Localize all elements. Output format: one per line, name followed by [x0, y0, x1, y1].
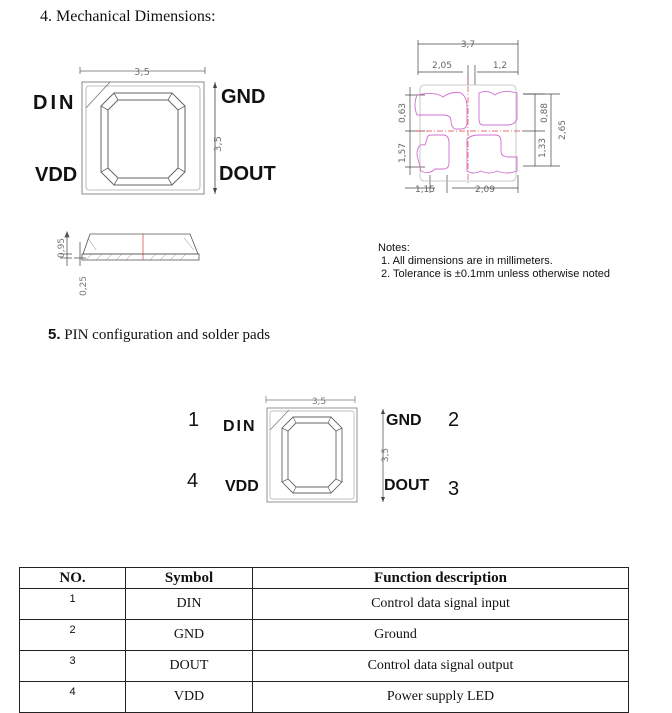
pin-number-3: 3: [448, 478, 460, 500]
pin-label-dout: DOUT: [219, 163, 276, 185]
section-number: 5.: [48, 326, 61, 343]
pin-number-2: 2: [448, 409, 460, 431]
table-row: [20, 589, 629, 620]
cell-function: Power supply LED: [253, 682, 629, 713]
pin-number-4: 4: [187, 470, 199, 492]
pin-label-din: DIN: [33, 92, 77, 114]
note-item: 2. Tolerance is ±0.1mm unless otherwise noted: [381, 268, 611, 280]
section-title-text: PIN configuration and solder pads: [64, 327, 271, 343]
cell-function: Control data signal output: [253, 651, 629, 682]
pin-label-gnd: GND: [386, 412, 422, 429]
svg-text:0,25: 0,25: [79, 275, 89, 297]
pin-label-din: DIN: [223, 418, 257, 435]
led-package-side-view: [50, 228, 210, 298]
cell-symbol: DOUT: [126, 651, 253, 682]
svg-text:3,5: 3,5: [311, 397, 327, 407]
cell-no: 3: [20, 651, 126, 682]
solder-pad-layout-diagram: [395, 35, 570, 195]
pin-label-gnd: GND: [221, 86, 266, 108]
cell-symbol: GND: [126, 620, 253, 651]
svg-text:3,7: 3,7: [460, 40, 476, 50]
cell-function: Control data signal input: [253, 589, 629, 620]
notes: [378, 242, 610, 281]
svg-text:0,88: 0,88: [540, 102, 550, 124]
svg-text:2,09: 2,09: [474, 185, 496, 195]
svg-text:1,33: 1,33: [538, 137, 548, 159]
cell-no: 4: [20, 682, 126, 713]
pin-function-table: [19, 567, 629, 713]
svg-text:3,5: 3,5: [134, 67, 150, 78]
table-header-row: [20, 568, 629, 589]
table-row: [20, 682, 629, 713]
pin-configuration-diagram: [255, 390, 395, 505]
cell-no: 1: [20, 589, 126, 620]
header-no: NO.: [20, 568, 126, 589]
pin-label-dout: DOUT: [384, 477, 430, 494]
svg-text:2,05: 2,05: [431, 61, 453, 71]
pin-label-vdd: VDD: [35, 164, 78, 186]
svg-text:0,63: 0,63: [398, 102, 408, 124]
pin-number-1: 1: [188, 409, 200, 431]
led-package-pin-view: [255, 390, 395, 505]
svg-text:3,5: 3,5: [381, 447, 391, 463]
cell-function: Ground: [253, 620, 629, 651]
cell-symbol: VDD: [126, 682, 253, 713]
svg-text:1,57: 1,57: [398, 142, 408, 164]
note-item: 1. All dimensions are in millimeters.: [381, 255, 553, 267]
pin-label-vdd: VDD: [225, 478, 259, 495]
svg-text:3,5: 3,5: [213, 136, 224, 152]
table-row: [20, 651, 629, 682]
svg-text:1,15: 1,15: [414, 185, 436, 195]
svg-text:1,2: 1,2: [492, 61, 508, 71]
section-5-title: [48, 326, 270, 344]
cell-no: 2: [20, 620, 126, 651]
header-symbol: Symbol: [126, 568, 253, 589]
table-row: [20, 620, 629, 651]
header-function: Function description: [253, 568, 629, 589]
solder-pad-drawing: [395, 35, 570, 195]
cell-symbol: DIN: [126, 589, 253, 620]
svg-text:0,95: 0,95: [57, 237, 67, 259]
side-view-diagram: [50, 228, 210, 298]
svg-text:2,65: 2,65: [558, 119, 568, 141]
section-4-title: 4. Mechanical Dimensions:: [40, 8, 216, 25]
notes-title: Notes:: [378, 242, 410, 254]
